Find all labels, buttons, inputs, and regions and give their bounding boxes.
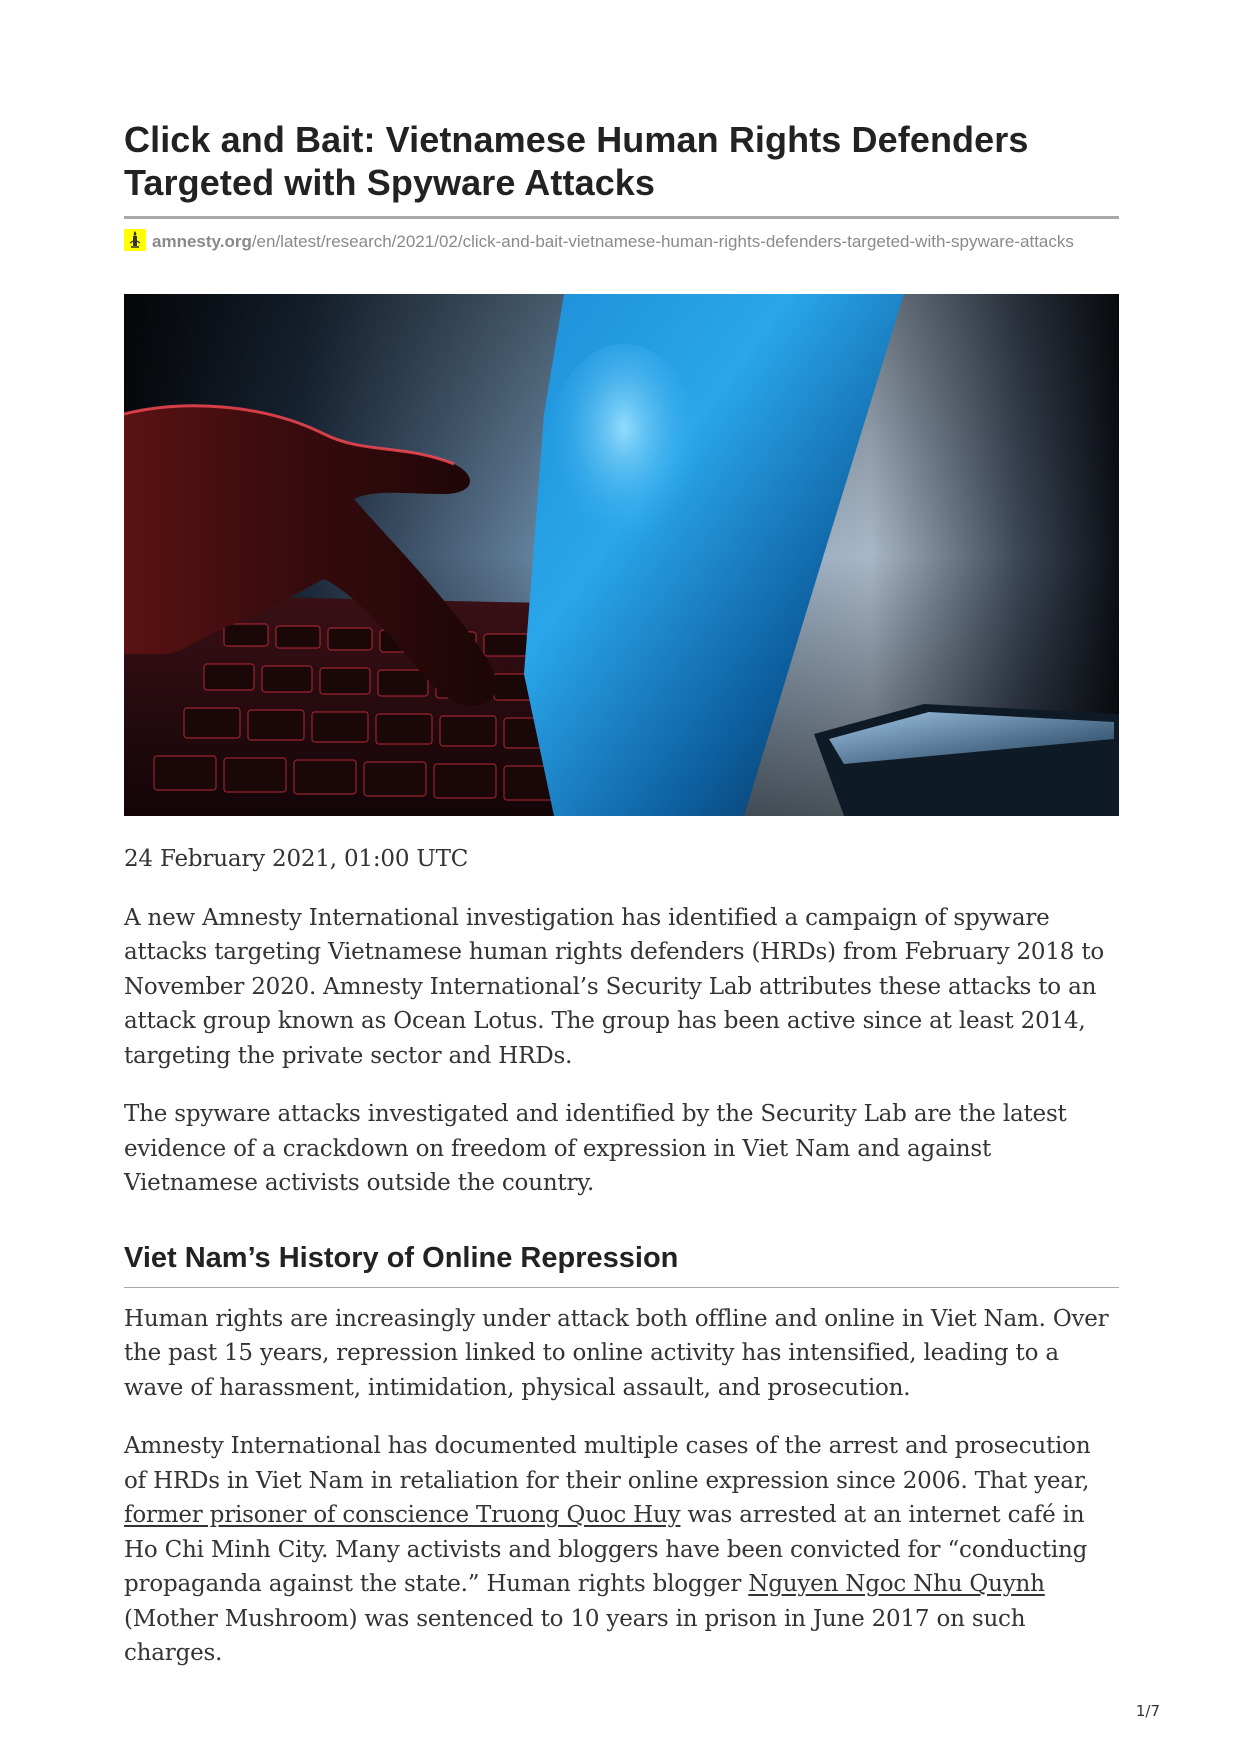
source-path: /en/latest/research/2021/02/click-and-bait-vietnamese-human-rights-defenders-targeted-with-spyware-attacks bbox=[251, 232, 1074, 251]
amnesty-candle-icon bbox=[124, 229, 146, 251]
paragraph-text: Amnesty International has documented multiple cases of the arrest and prosecution of HRDs in Viet Nam in retaliation for their online expression since 2006. That year, bbox=[124, 1433, 1091, 1494]
article-page bbox=[124, 0, 1119, 1671]
truong-quoc-huy-link[interactable]: former prisoner of conscience Truong Quoc Huy bbox=[124, 1502, 681, 1528]
section-paragraph-2 bbox=[124, 1429, 1119, 1671]
source-domain: amnesty.org bbox=[152, 232, 252, 251]
paragraph-text: (Mother Mushroom) was sentenced to 10 years in prison in June 2017 on such charges. bbox=[124, 1605, 1026, 1666]
intro-paragraph-2: The spyware attacks investigated and identified by the Security Lab are the latest evidence of a crackdown on freedom of expression in Viet Nam and against Vietnamese activists outside the country. bbox=[124, 1101, 1067, 1196]
article-dateline: 24 February 2021, 01:00 UTC bbox=[124, 846, 469, 872]
section-paragraph-1: Human rights are increasingly under attack both offline and online in Viet Nam. Over the past 15 years, repression linked to online activity has intensified, leading to a wave of harassment, intimidation, physical assault, and prosecution. bbox=[124, 1305, 1109, 1401]
hand-typing-on-keyboard-image bbox=[124, 294, 1119, 816]
section-heading: Viet Nam’s History of Online Repression bbox=[124, 1239, 1119, 1288]
nguyen-ngoc-nhu-quynh-link[interactable]: Nguyen Ngoc Nhu Quynh bbox=[748, 1571, 1045, 1597]
intro-paragraph-1: A new Amnesty International investigation has identified a campaign of spyware attacks targeting Vietnamese human rights defenders (HRDs) from February 2018 to November 2020. Amnesty International’s Security Lab attributes these attacks to an attack group known as Ocean Lotus. The group has been active since at least 2014, targeting the private sector and HRDs. bbox=[124, 904, 1105, 1069]
paragraph-text: was arrested at an internet café in Ho Chi Minh City. Many activists and bloggers have been convicted for “conducting propaganda against the state.” Human rights blogger bbox=[124, 1502, 1088, 1597]
article-title: Click and Bait: Vietnamese Human Rights Defenders Targeted with Spyware Attacks bbox=[124, 118, 1119, 219]
source-url bbox=[124, 229, 1119, 254]
source-link[interactable] bbox=[152, 232, 1074, 251]
page-number: 1/7 bbox=[1135, 1702, 1160, 1720]
